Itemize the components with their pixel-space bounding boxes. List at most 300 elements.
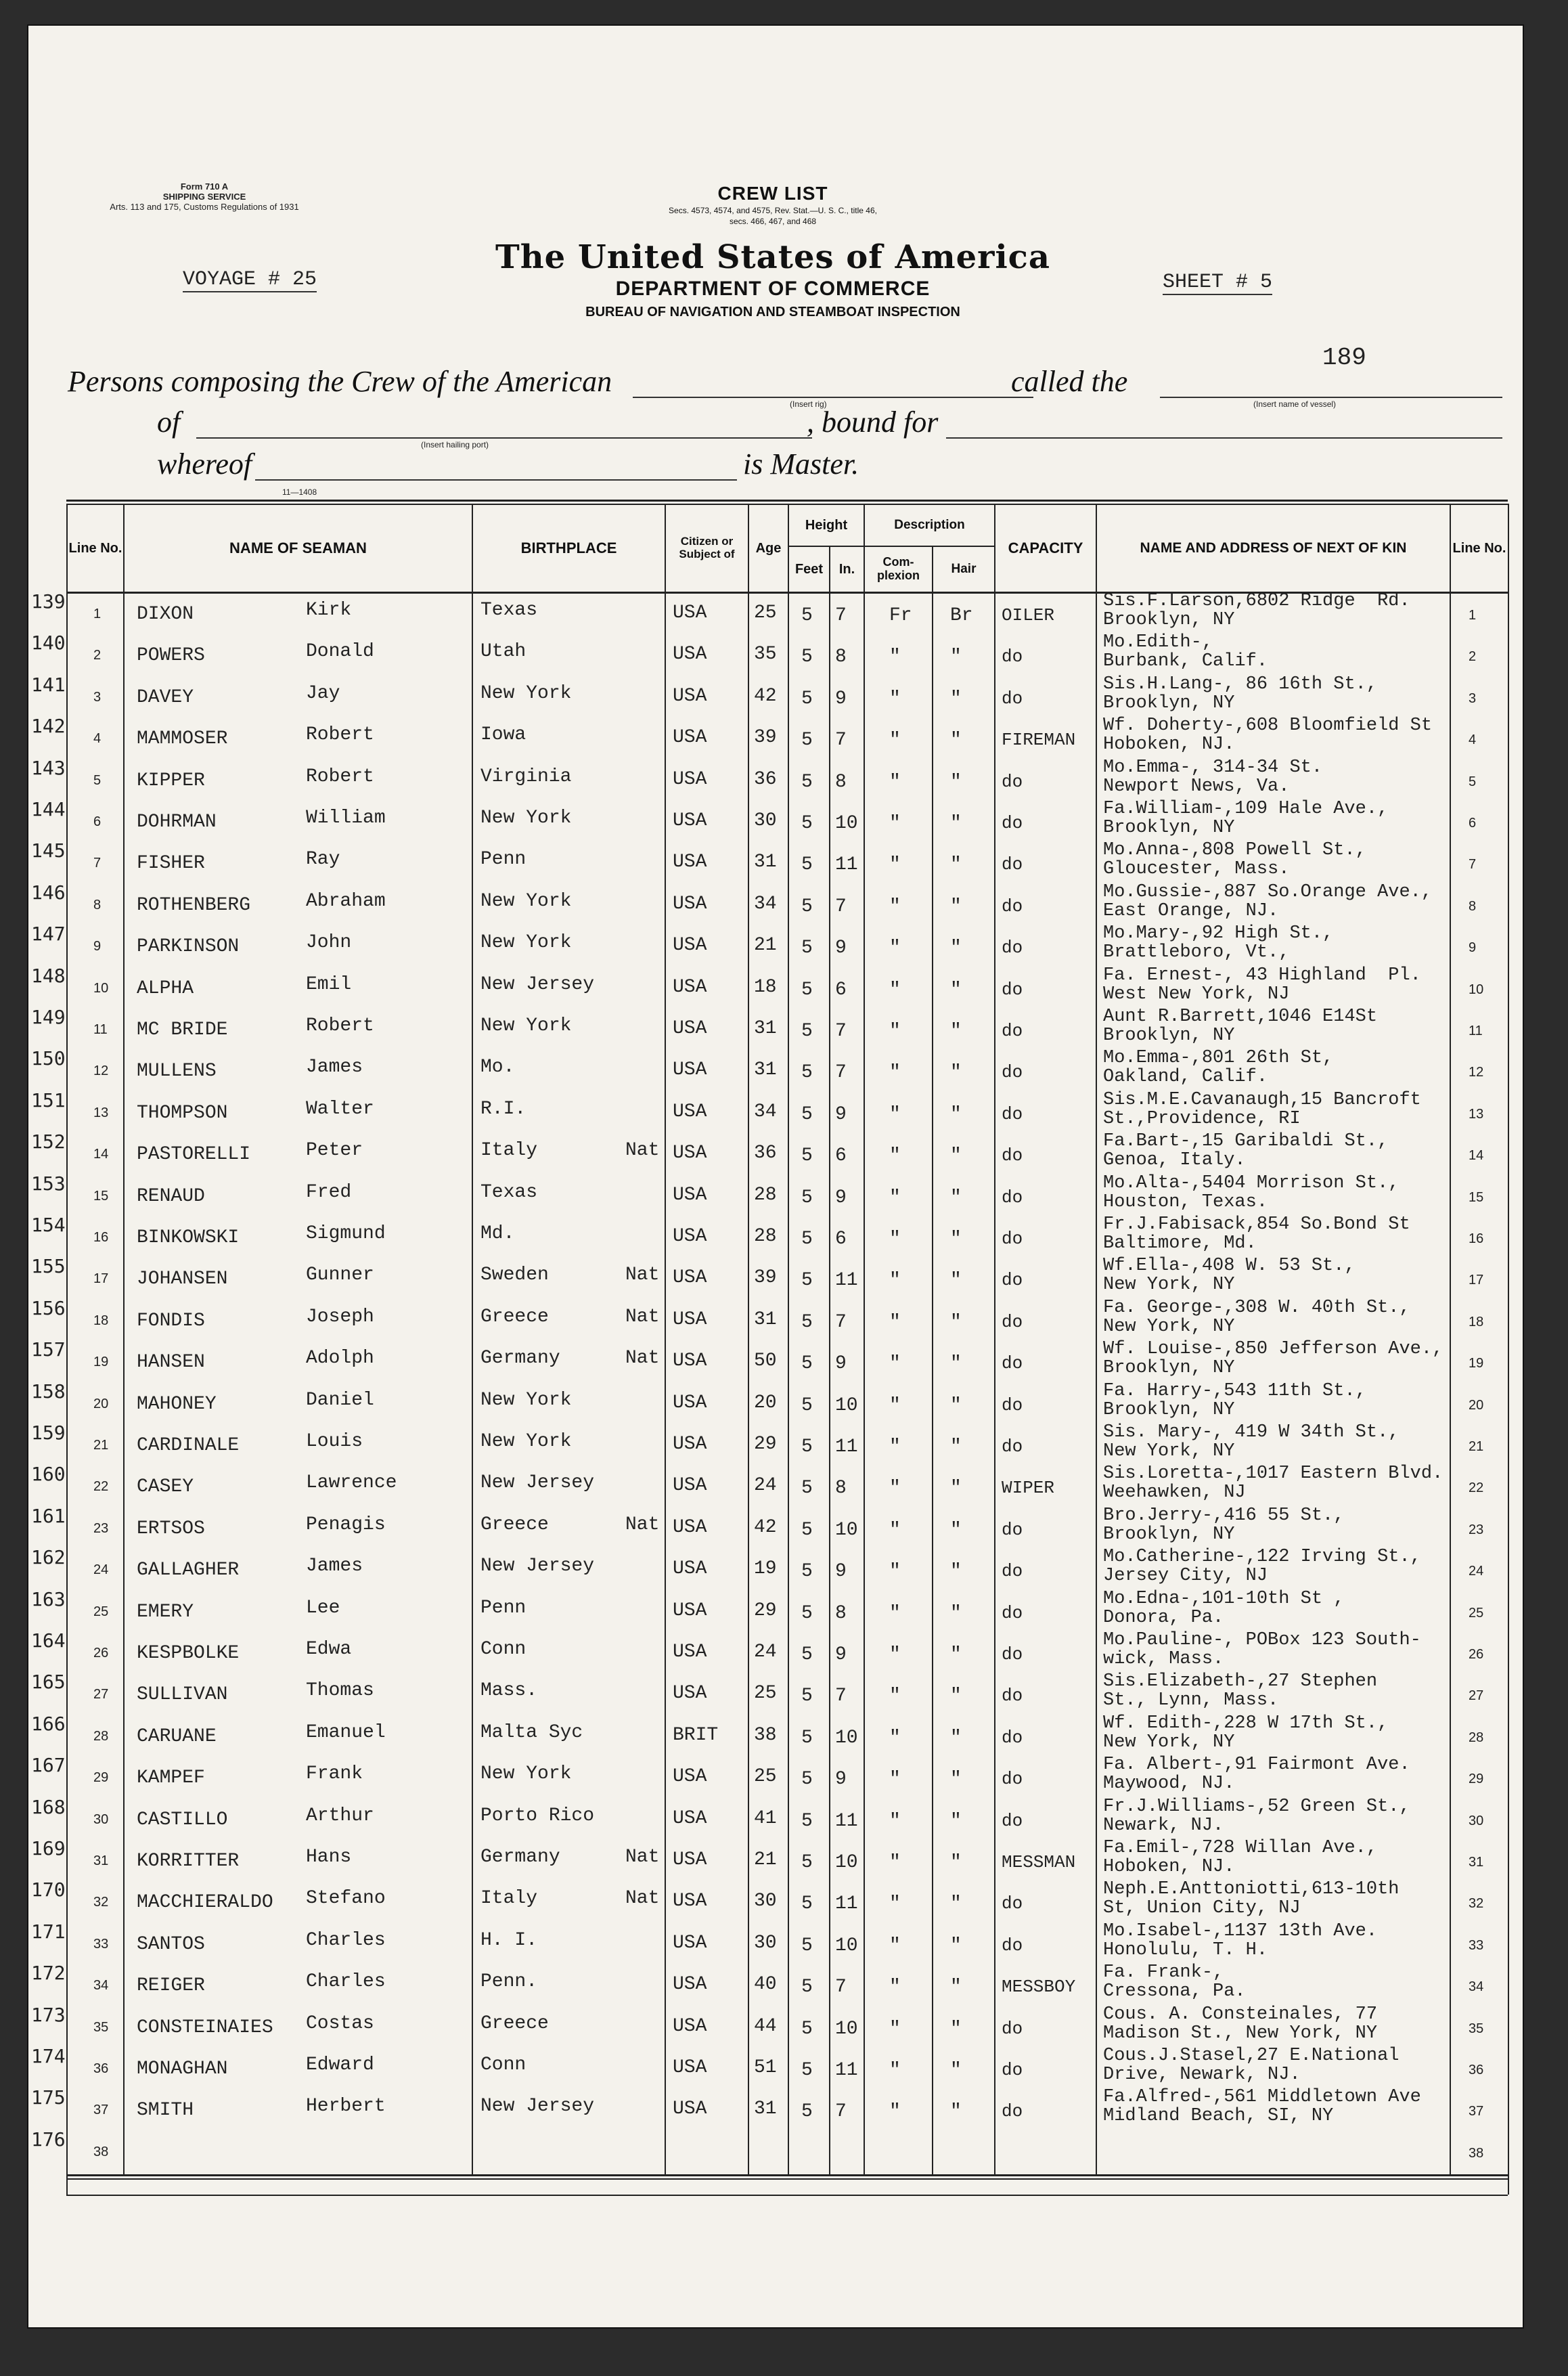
line-number: 37: [93, 2103, 109, 2118]
seaman-given-name: Herbert: [306, 2096, 386, 2117]
running-number: 151: [31, 1088, 66, 1112]
print-code: 11—1408: [282, 487, 317, 497]
capacity: do: [1002, 1686, 1023, 1707]
height-inches: 7: [835, 730, 847, 751]
naturalized-mark: Nat: [625, 1306, 660, 1327]
birthplace: Virginia: [480, 766, 572, 787]
hair: ": [950, 1602, 962, 1624]
next-of-kin-line-1: Sis.Loretta-,1017 Eastern Blvd.: [1103, 1464, 1443, 1484]
next-of-kin: [1103, 1714, 1388, 1752]
next-of-kin-line-1: Mo.Gussie-,887 So.Orange Ave.,: [1103, 881, 1433, 902]
age: 35: [754, 644, 777, 665]
hair: ": [950, 1145, 962, 1167]
line-number: 9: [93, 939, 102, 954]
hair: ": [950, 1187, 962, 1208]
next-of-kin: [1103, 1755, 1410, 1793]
next-of-kin-line-1: Cous.J.Stasel,27 E.National: [1103, 2046, 1399, 2066]
line-number-right: 34: [1469, 1979, 1484, 1995]
seaman-surname: KORRITTER: [137, 1851, 240, 1872]
seaman-surname: MAHONEY: [137, 1393, 217, 1415]
height-feet: 5: [801, 896, 813, 917]
running-number: 158: [31, 1380, 66, 1403]
seaman-given-name: Robert: [306, 724, 374, 746]
age: 41: [754, 1807, 777, 1829]
bureau-heading: BUREAU OF NAVIGATION AND STEAMBOAT INSPECTION: [585, 305, 960, 320]
seaman-given-name: Robert: [306, 1015, 374, 1036]
birthplace: Germany: [480, 1847, 560, 1868]
line-number: 25: [93, 1604, 109, 1619]
seaman-surname: MULLENS: [137, 1061, 217, 1082]
complexion: ": [889, 938, 901, 959]
height-inches: 10: [835, 813, 858, 834]
running-number: 143: [31, 756, 66, 779]
height-inches: 8: [835, 771, 847, 793]
naturalized-mark: Nat: [625, 1264, 660, 1286]
complexion: ": [889, 896, 901, 917]
citizenship: USA: [673, 685, 707, 707]
citizenship: USA: [673, 2057, 707, 2078]
complexion: ": [889, 1769, 901, 1790]
birthplace: Penn: [480, 849, 527, 871]
citizenship: USA: [673, 1101, 707, 1122]
header-name: NAME OF SEAMAN: [229, 539, 367, 556]
complexion: ": [889, 813, 901, 834]
statute-line-2: secs. 466, 467, and 468: [729, 217, 817, 226]
next-of-kin-line-2: Cressona, Pa.: [1103, 1981, 1246, 2002]
seaman-surname: RENAUD: [137, 1185, 205, 1207]
line-number-right: 33: [1469, 1937, 1484, 1953]
next-of-kin-line-1: Mo.Anna-,808 Powell St.,: [1103, 840, 1366, 861]
birthplace: New Jersey: [480, 2096, 595, 2117]
height-inches: 8: [835, 646, 847, 668]
height-feet: 5: [801, 1977, 813, 1998]
height-inches: 6: [835, 1145, 847, 1167]
seaman-given-name: Frank: [306, 1763, 363, 1785]
birthplace: New Jersey: [480, 973, 595, 995]
seaman-surname: CASEY: [137, 1476, 194, 1498]
height-feet: 5: [801, 979, 813, 1000]
capacity: do: [1002, 1145, 1023, 1166]
line-number: 32: [93, 1895, 109, 1910]
next-of-kin-line-1: Fa.Alfred-,561 Middletown Ave: [1103, 2087, 1421, 2108]
next-of-kin: [1103, 1132, 1388, 1170]
seaman-given-name: Robert: [306, 766, 374, 787]
whereof-text: whereof: [157, 447, 252, 481]
seaman-surname: BINKOWSKI: [137, 1227, 240, 1248]
document-title: CREW LIST: [717, 183, 828, 204]
line-number: 13: [93, 1105, 109, 1120]
citizenship: USA: [673, 2098, 707, 2120]
line-number: 20: [93, 1396, 109, 1411]
next-of-kin-line-1: Fa.William-,109 Hale Ave.,: [1103, 799, 1389, 819]
age: 34: [754, 1101, 777, 1122]
complexion: ": [889, 1062, 901, 1084]
next-of-kin-line-1: Mo.Catherine-,122 Irving St.,: [1103, 1547, 1421, 1568]
next-of-kin: [1103, 1464, 1443, 1502]
line-number: 14: [93, 1147, 109, 1162]
seaman-given-name: Ray: [306, 849, 340, 871]
citizenship: USA: [673, 1226, 707, 1247]
seaman-given-name: Walter: [306, 1098, 374, 1120]
birthplace: New York: [480, 1015, 572, 1036]
next-of-kin: [1103, 1215, 1410, 1253]
next-of-kin: [1103, 675, 1377, 713]
next-of-kin: [1103, 2005, 1377, 2043]
birthplace: Mo.: [480, 1057, 515, 1078]
seaman-surname: CASTILLO: [137, 1809, 228, 1830]
next-of-kin-line-2: Oakland, Calif.: [1103, 1067, 1268, 1088]
complexion: ": [889, 1021, 901, 1042]
line-number: 29: [93, 1770, 109, 1786]
height-feet: 5: [801, 646, 813, 668]
age: 21: [754, 1849, 777, 1870]
hair: ": [950, 771, 962, 793]
running-number: 162: [31, 1546, 66, 1569]
complexion: ": [889, 1145, 901, 1167]
height-feet: 5: [801, 1852, 813, 1873]
hair: ": [950, 2101, 962, 2123]
next-of-kin: [1103, 1672, 1377, 1710]
seaman-surname: MC BRIDE: [137, 1019, 228, 1040]
next-of-kin-line-2: Newark, NJ.: [1103, 1815, 1224, 1836]
next-of-kin: [1103, 1423, 1399, 1461]
line-number-right: 3: [1469, 690, 1477, 706]
hair: ": [950, 1394, 962, 1416]
birthplace: New York: [480, 1763, 572, 1785]
is-master-text: is Master.: [743, 447, 859, 481]
capacity: WIPER: [1002, 1478, 1055, 1499]
table-footer-rule: [66, 2195, 1508, 2196]
capacity: do: [1002, 688, 1023, 709]
age: 42: [754, 1516, 777, 1538]
next-of-kin-line-1: Mo.Edna-,101-10th St ,: [1103, 1588, 1345, 1609]
statute-line-1: Secs. 4573, 4574, and 4575, Rev. Stat.—U. S. C., title 46,: [669, 206, 877, 215]
running-number: 157: [31, 1338, 66, 1361]
birthplace: New Jersey: [480, 1556, 595, 1577]
next-of-kin: [1103, 2046, 1399, 2084]
age: 24: [754, 1642, 777, 1663]
next-of-kin-line-2: Baltimore, Md.: [1103, 1233, 1257, 1254]
seaman-surname: FONDIS: [137, 1310, 205, 1332]
height-inches: 9: [835, 1561, 847, 1583]
hair: ": [950, 2018, 962, 2040]
seaman-given-name: Edwa: [306, 1639, 352, 1660]
complexion: ": [889, 2060, 901, 2081]
line-number: 12: [93, 1063, 109, 1079]
line-number: 26: [93, 1646, 109, 1660]
shipping-service: SHIPPING SERVICE: [162, 192, 246, 202]
seaman-given-name: Joseph: [306, 1306, 374, 1327]
running-number: 175: [31, 2086, 66, 2109]
birthplace: H. I.: [480, 1929, 538, 1951]
running-number: 149: [31, 1006, 66, 1028]
height-feet: 5: [801, 1602, 813, 1624]
next-of-kin-line-2: Houston, Texas.: [1103, 1191, 1268, 1212]
capacity: do: [1002, 1935, 1023, 1956]
form-articles: Arts. 113 and 175, Customs Regulations of 1931: [110, 202, 299, 212]
next-of-kin: [1103, 1631, 1421, 1669]
header-complexion: Complexion: [876, 555, 920, 582]
next-of-kin: [1103, 1506, 1344, 1544]
line-number: 34: [93, 1978, 109, 1994]
line-number-right: 25: [1469, 1605, 1484, 1621]
height-feet: 5: [801, 1727, 813, 1748]
next-of-kin: [1103, 883, 1432, 921]
col-rule: [66, 504, 68, 2195]
seaman-given-name: Charles: [306, 1971, 386, 1993]
next-of-kin-line-1: Wf.Ella-,408 W. 53 St.,: [1103, 1256, 1356, 1277]
capacity: do: [1002, 1436, 1023, 1457]
age: 24: [754, 1475, 777, 1497]
col-rule: [1096, 504, 1097, 2176]
running-number: 145: [31, 839, 66, 862]
col-rule: [748, 504, 749, 2176]
age: 36: [754, 1143, 777, 1164]
citizenship: USA: [673, 1434, 707, 1455]
header-next-of-kin: NAME AND ADDRESS OF NEXT OF KIN: [1140, 540, 1407, 556]
col-rule: [1508, 504, 1509, 2195]
seaman-surname: POWERS: [137, 645, 205, 667]
col-rule: [665, 504, 666, 2176]
next-of-kin: [1103, 1880, 1399, 1918]
height-inches: 11: [835, 1270, 858, 1292]
seaman-given-name: Lee: [306, 1597, 340, 1619]
complexion: ": [889, 1478, 901, 1499]
capacity: do: [1002, 2101, 1023, 2122]
next-of-kin-line-1: Wf. Doherty-,608 Bloomfield St: [1103, 716, 1433, 736]
seaman-surname: MACCHIERALDO: [137, 1892, 273, 1914]
line-number-right: 4: [1469, 732, 1477, 748]
height-inches: 11: [835, 854, 858, 876]
hair: ": [950, 646, 962, 668]
next-of-kin: [1103, 1922, 1377, 1960]
citizenship: USA: [673, 935, 707, 956]
next-of-kin-line-1: Fa. Harry-,543 11th St.,: [1103, 1380, 1366, 1401]
seaman-surname: DOHRMAN: [137, 812, 217, 833]
capacity: MESSBOY: [1002, 1977, 1076, 1998]
citizenship: USA: [673, 1308, 707, 1330]
running-number: 144: [31, 798, 66, 820]
hair: ": [950, 1478, 962, 1499]
complexion: ": [889, 1519, 901, 1541]
col-rule: [788, 504, 789, 2176]
height-inches: 10: [835, 1394, 858, 1416]
next-of-kin-line-1: Fa. Albert-,91 Fairmont Ave.: [1103, 1755, 1410, 1776]
voyage-number: VOYAGE # 25: [183, 268, 317, 291]
line-number: 36: [93, 2061, 109, 2076]
line-number-right: 28: [1469, 1730, 1484, 1745]
seaman-given-name: Louis: [306, 1431, 363, 1452]
running-number: 159: [31, 1422, 66, 1444]
persons-text: Persons composing the Crew of the American: [68, 365, 612, 398]
seaman-surname: CARDINALE: [137, 1435, 240, 1456]
citizenship: USA: [673, 1475, 707, 1497]
age: 29: [754, 1600, 777, 1621]
destination-blank: [946, 437, 1502, 439]
citizenship: USA: [673, 727, 707, 749]
running-number: 166: [31, 1712, 66, 1735]
height-inches: 6: [835, 1229, 847, 1250]
seaman-given-name: Adolph: [306, 1348, 374, 1369]
header-age: Age: [755, 541, 782, 556]
line-number: 28: [93, 1728, 109, 1744]
hair: ": [950, 730, 962, 751]
capacity: FIREMAN: [1002, 730, 1076, 751]
height-inches: 7: [835, 605, 847, 626]
line-number: 5: [93, 772, 102, 788]
birthplace: Porto Rico: [480, 1805, 595, 1826]
birthplace: Utah: [480, 641, 527, 663]
next-of-kin-line-2: Brooklyn, NY: [1103, 692, 1235, 713]
line-number-right: 37: [1469, 2104, 1484, 2119]
citizenship: BRIT: [673, 1724, 719, 1746]
running-number: 161: [31, 1504, 66, 1527]
birthplace: Greece: [480, 1306, 549, 1327]
header-height: Height: [805, 518, 848, 533]
line-number-right: 8: [1469, 898, 1477, 914]
complexion: ": [889, 1644, 901, 1665]
hair: ": [950, 1769, 962, 1790]
title-block: [434, 183, 1111, 320]
next-of-kin: [1103, 1049, 1333, 1086]
complexion: ": [889, 1561, 901, 1583]
height-feet: 5: [801, 813, 813, 834]
running-number: 148: [31, 964, 66, 987]
next-of-kin-line-2: East Orange, NJ.: [1103, 900, 1279, 921]
complexion: Fr: [889, 605, 912, 626]
next-of-kin-line-1: Mo.Edith-,: [1103, 632, 1213, 653]
birthplace: Greece: [480, 2012, 549, 2034]
hair: ": [950, 1893, 962, 1915]
next-of-kin-line-1: Mo.Alta-,5404 Morrison St.,: [1103, 1172, 1399, 1193]
complexion: ": [889, 1187, 901, 1208]
hair: ": [950, 813, 962, 834]
line-number: 16: [93, 1230, 109, 1245]
hair: ": [950, 1644, 962, 1665]
line-number-right: 26: [1469, 1647, 1484, 1662]
seaman-given-name: Sigmund: [306, 1223, 386, 1244]
next-of-kin-line-2: Weehawken, NJ: [1103, 1482, 1246, 1503]
seaman-given-name: Gunner: [306, 1264, 374, 1286]
citizenship: USA: [673, 768, 707, 790]
form-identifier: [62, 181, 346, 212]
seaman-given-name: Emil: [306, 973, 352, 995]
next-of-kin: [1103, 1007, 1377, 1045]
of-text: of: [157, 405, 181, 439]
next-of-kin-line-2: Donora, Pa.: [1103, 1607, 1224, 1628]
next-of-kin-line-1: Mo.Pauline-, POBox 123 South-: [1103, 1630, 1421, 1650]
header-feet: Feet: [794, 562, 824, 577]
height-feet: 5: [801, 1478, 813, 1499]
next-of-kin-line-2: Brooklyn, NY: [1103, 610, 1235, 630]
seaman-surname: JOHANSEN: [137, 1269, 228, 1290]
seaman-given-name: Costas: [306, 2012, 374, 2034]
capacity: do: [1002, 771, 1023, 792]
next-of-kin-line-1: Fa. Ernest-, 43 Highland Pl.: [1103, 965, 1421, 986]
next-of-kin-line-2: St, Union City, NJ: [1103, 1898, 1301, 1919]
running-number: 169: [31, 1837, 66, 1860]
birthplace: Conn: [480, 1639, 527, 1660]
capacity: do: [1002, 896, 1023, 917]
running-number: 173: [31, 2003, 66, 2026]
line-number-right: 32: [1469, 1896, 1484, 1912]
height-inches: 7: [835, 1062, 847, 1084]
next-of-kin-line-1: Fa. Frank-,: [1103, 1962, 1224, 1983]
age: 39: [754, 1267, 777, 1289]
height-feet: 5: [801, 2101, 813, 2123]
department-heading: DEPARTMENT OF COMMERCE: [615, 278, 931, 300]
col-rule: [932, 546, 933, 2176]
complexion: ": [889, 1602, 901, 1624]
next-of-kin-line-2: Newport News, Va.: [1103, 776, 1290, 797]
citizenship: USA: [673, 810, 707, 831]
citizenship: USA: [673, 602, 707, 623]
height-inches: 7: [835, 1686, 847, 1707]
seaman-surname: KESPBOLKE: [137, 1643, 240, 1664]
height-feet: 5: [801, 938, 813, 959]
height-feet: 5: [801, 1311, 813, 1333]
height-inches: 11: [835, 1436, 858, 1457]
birthplace: Texas: [480, 600, 538, 621]
line-number-right: 16: [1469, 1231, 1484, 1246]
citizenship: USA: [673, 1974, 707, 1996]
age: 31: [754, 1018, 777, 1039]
capacity: do: [1002, 1187, 1023, 1208]
seaman-surname: FISHER: [137, 853, 205, 875]
height-feet: 5: [801, 1187, 813, 1208]
line-number: 7: [93, 856, 102, 871]
height-feet: 5: [801, 1103, 813, 1125]
line-number-right: 27: [1469, 1688, 1484, 1704]
seaman-surname: HANSEN: [137, 1352, 205, 1373]
seaman-surname: DIXON: [137, 604, 194, 625]
height-inches: 10: [835, 1519, 858, 1541]
citizenship: USA: [673, 1766, 707, 1788]
height-inches: 7: [835, 1021, 847, 1042]
height-inches: 7: [835, 2101, 847, 2123]
height-feet: 5: [801, 1810, 813, 1832]
capacity: do: [1002, 1769, 1023, 1790]
line-number-right: 19: [1469, 1356, 1484, 1371]
age: 39: [754, 727, 777, 749]
birthplace: Italy: [480, 1140, 538, 1162]
seaman-given-name: William: [306, 808, 386, 829]
height-inches: 11: [835, 1810, 858, 1832]
next-of-kin: [1103, 1839, 1377, 1876]
next-of-kin-line-1: Aunt R.Barrett,1046 E14St: [1103, 1007, 1378, 1027]
vessel-blank: [1160, 397, 1502, 398]
line-number: 6: [93, 814, 102, 829]
height-inches: 11: [835, 1893, 858, 1915]
insert-port-hint: (Insert hailing port): [421, 440, 489, 449]
line-number-right: 7: [1469, 857, 1477, 873]
height-feet: 5: [801, 1519, 813, 1541]
seaman-surname: ERTSOS: [137, 1518, 205, 1539]
running-number: 160: [31, 1463, 66, 1486]
complexion: ": [889, 1394, 901, 1416]
next-of-kin-line-1: Sis.F.Larson,6802 Ridge Rd.: [1103, 591, 1410, 611]
seaman-given-name: Charles: [306, 1929, 386, 1951]
next-of-kin-line-2: Madison St., New York, NY: [1103, 2023, 1378, 2044]
running-number: 176: [31, 2128, 66, 2151]
next-of-kin-line-1: Sis.M.E.Cavanaugh,15 Bancroft: [1103, 1089, 1421, 1110]
seaman-surname: SANTOS: [137, 1933, 205, 1955]
form-number: Form 710 A: [180, 181, 229, 192]
line-number: 3: [93, 689, 102, 705]
next-of-kin-line-1: Mo.Emma-,801 26th St,: [1103, 1048, 1334, 1069]
height-inches: 7: [835, 1311, 847, 1333]
table-top-rule: [66, 500, 1508, 502]
